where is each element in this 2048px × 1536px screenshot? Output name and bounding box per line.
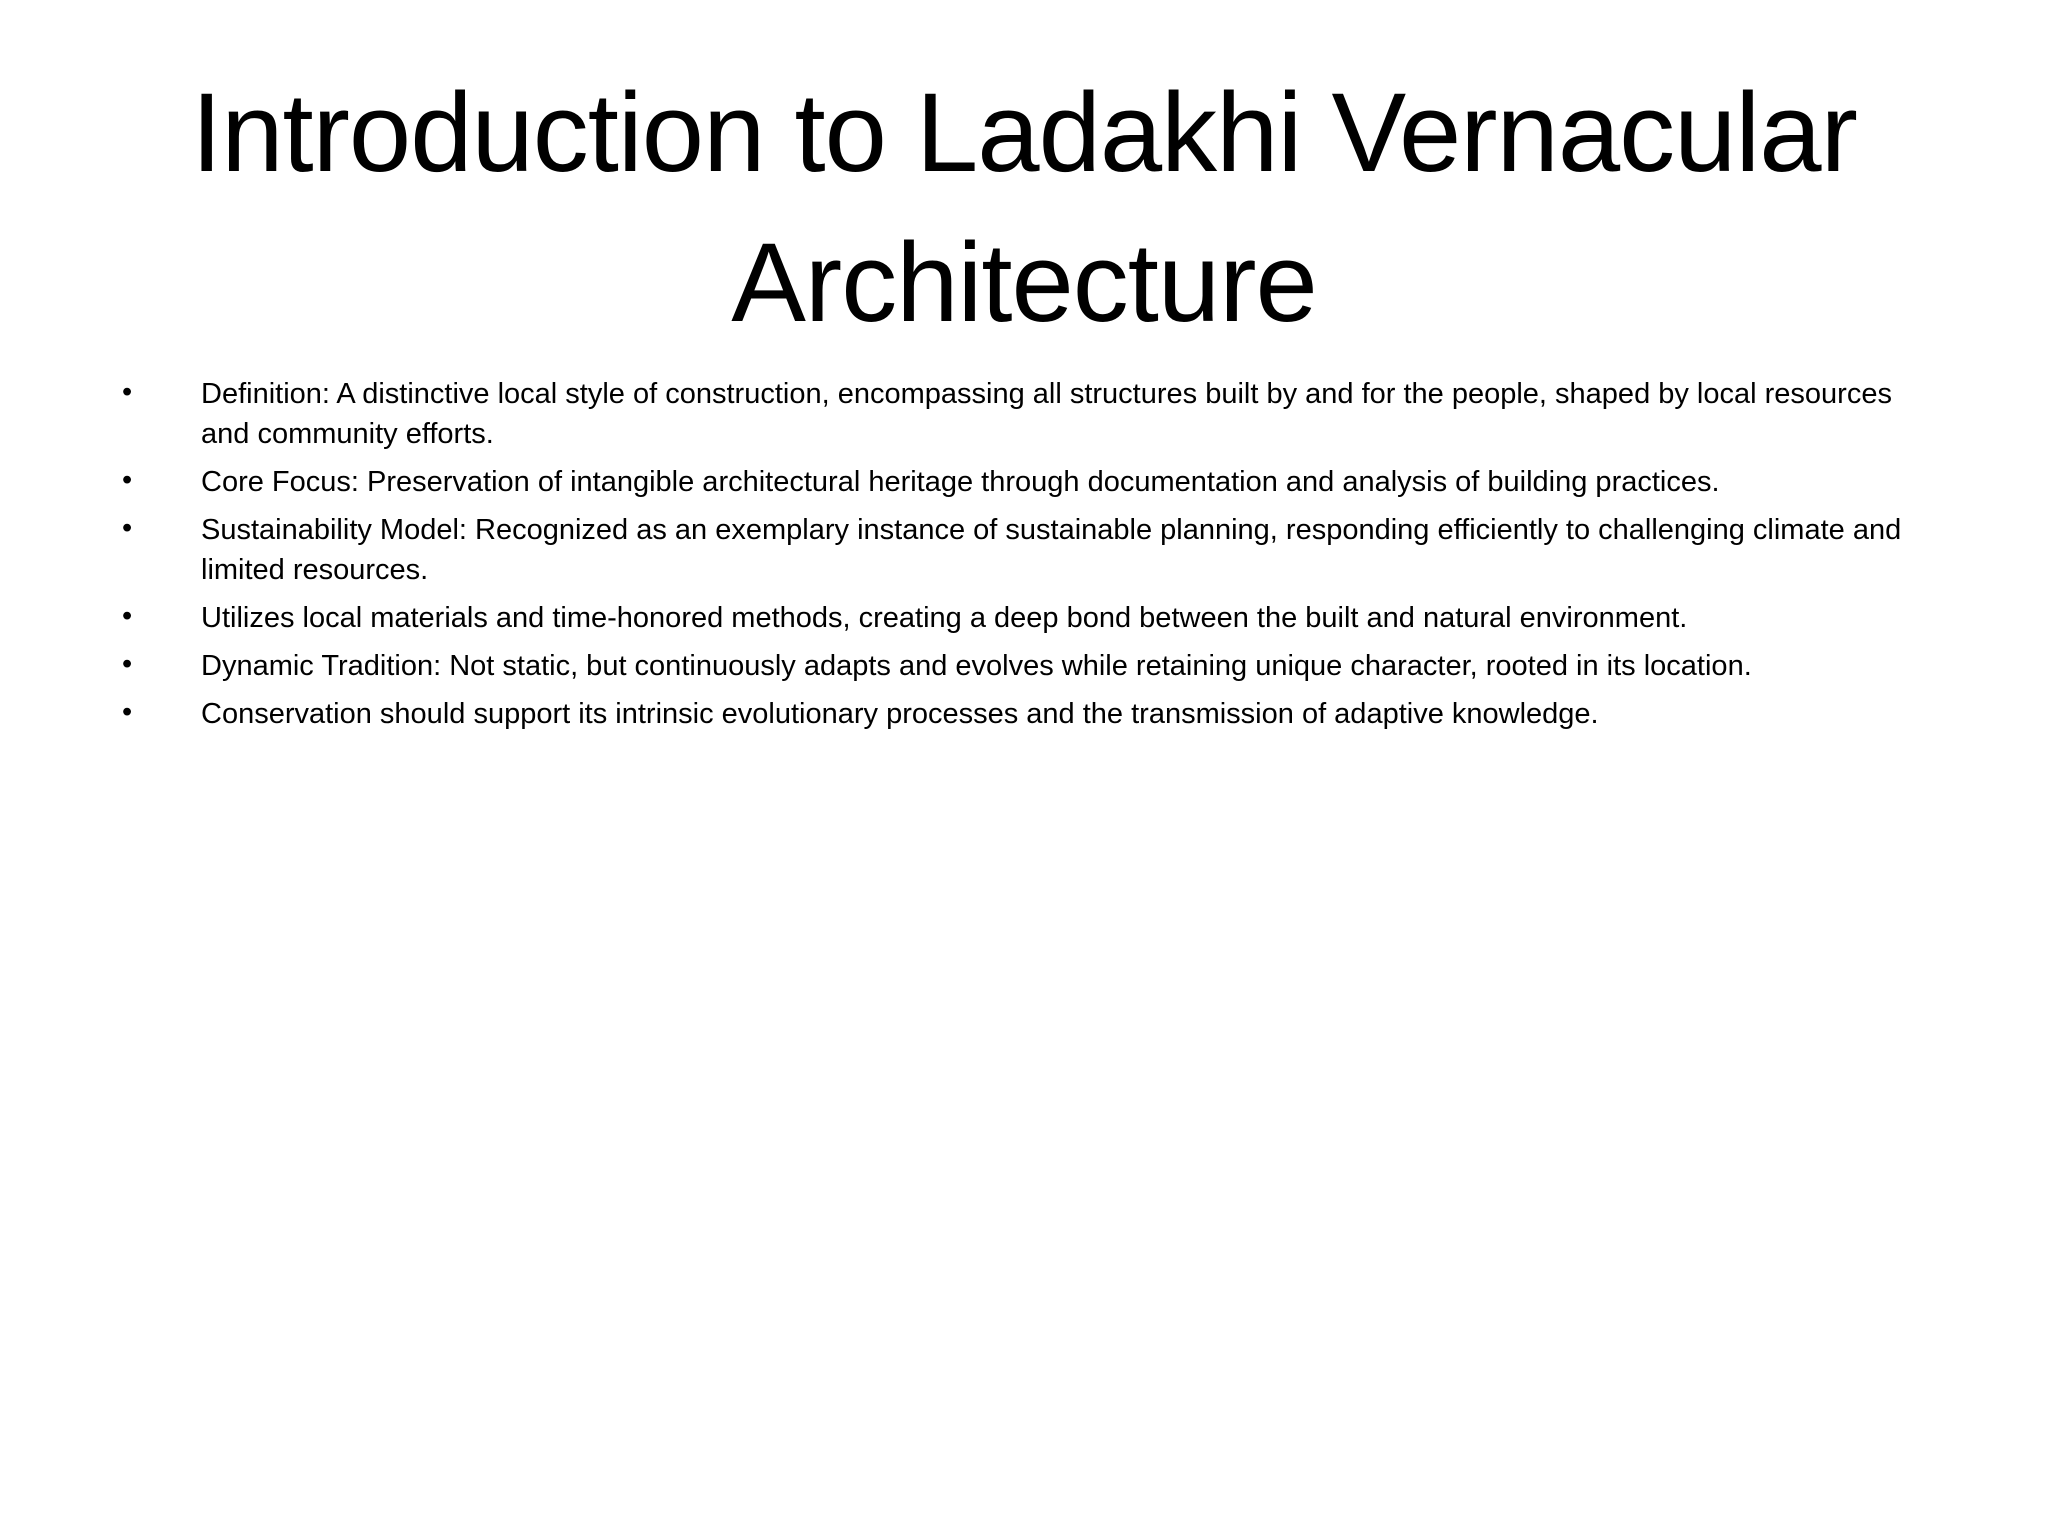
bullet-text: Definition: A distinctive local style of construction, encompassing all structures built by and for the people, shaped by local resources and community efforts.: [201, 378, 1892, 450]
bullet-text: Sustainability Model: Recognized as an exemplary instance of sustainable planning, responding efficiently to challenging climate and limited resources.: [201, 514, 1902, 586]
bullet-text: Dynamic Tradition: Not static, but continuously adapts and evolves while retaining unique character, rooted in its location.: [201, 650, 1752, 682]
bullet-icon: •: [122, 696, 133, 728]
bullet-item: [122, 462, 1922, 502]
bullet-list: [122, 374, 1922, 742]
bullet-text: Conservation should support its intrinsic evolutionary processes and the transmission of adaptive knowledge.: [201, 698, 1599, 730]
bullet-icon: •: [122, 600, 133, 632]
bullet-item: [122, 646, 1922, 686]
bullet-item: [122, 510, 1922, 590]
bullet-text: Core Focus: Preservation of intangible architectural heritage through documentation and analysis of building practices.: [201, 466, 1720, 498]
bullet-item: [122, 598, 1922, 638]
bullet-text: Utilizes local materials and time-honored methods, creating a deep bond between the built and natural environment.: [201, 602, 1688, 634]
bullet-icon: •: [122, 512, 133, 544]
bullet-item: [122, 694, 1922, 734]
bullet-item: [122, 374, 1922, 454]
bullet-icon: •: [122, 376, 133, 408]
bullet-icon: •: [122, 648, 133, 680]
slide-title: Introduction to Ladakhi Vernacular Architecture: [191, 70, 1857, 345]
bullet-icon: •: [122, 464, 133, 496]
